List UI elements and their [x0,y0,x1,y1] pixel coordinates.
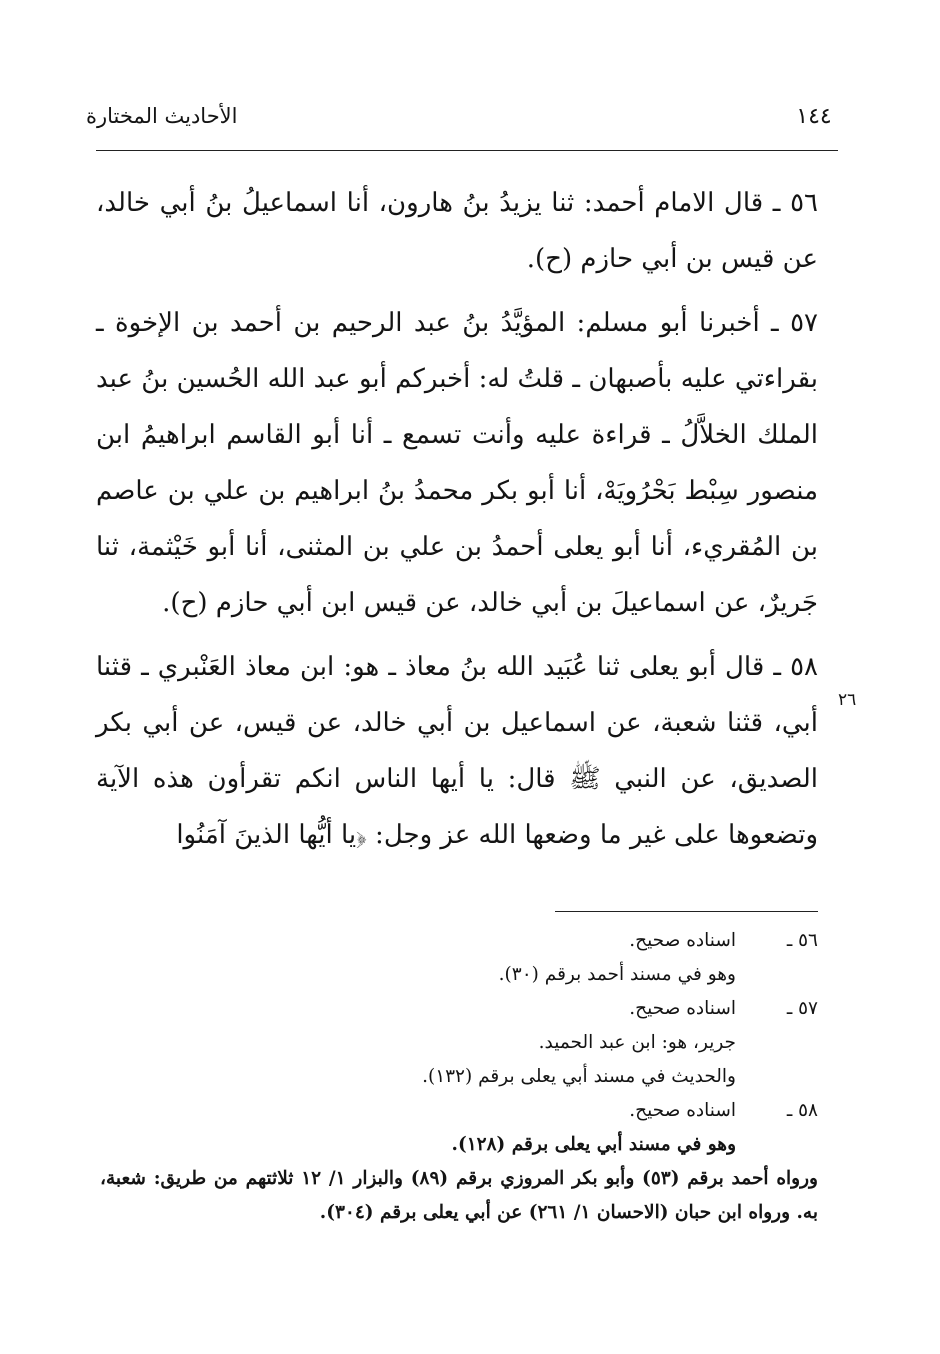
margin-note: ٢٦ [838,690,857,710]
footnote-line: اسناده صحيح. [629,998,736,1019]
page-number: ١٤٤ [796,104,832,129]
footnote-line: وهو في مسند أحمد برقم (٣٠). [498,964,736,985]
footnote-line: وهو في مسند أبي يعلى برقم (١٢٨). [451,1134,736,1155]
paragraph-58: ٥٨ ـ قال أبو يعلى ثنا عُبَيد الله بنُ معاذ ـ هو: ابن معاذ العَنْبري ـ قثنا أبي، قثنا شعبة، عن اسماعيل بن أبي خالد، عن قيس، عن أبي بكر الصديق، عن النبي ﷺ قال: يا أيها الناس انكم تقرأون هذه الآية وتضعوها على غير ما وضعها الله عز وجل: ﴿يا أيُّها الذينَ آمَنُوا [96,652,818,850]
footnotes [100,924,818,1230]
footnote-58 [100,1094,818,1162]
footnote-number: ٥٧ ـ [786,998,818,1019]
footnote-56 [100,924,818,992]
paragraph-57: ٥٧ ـ أخبرنا أبو مسلم: المؤيَّدُ بنُ عبد الرحيم بن أحمد بن الإخوة ـ بقراءتي عليه بأصبهان ـ قلتُ له: أخبركم أبو عبد الله الحُسين بنُ عبد الملك الخلاَّلُ ـ قراءة عليه وأنت تسمع ـ أنا أبو القاسم ابراهيمُ ابن منصور سِبْط بَحْرُويَهْ، أنا أبو بكر محمدُ بنُ ابراهيم بن علي بن عاصم بن المُقريء، أنا أبو يعلى أحمدُ بن علي بن المثنى، أنا أبو خَيْثمة، ثنا جَريرٌ، عن اسماعيلَ بن أبي خالد، عن قيس ابن أبي حازم (ح). [96,308,818,618]
footnote-line: اسناده صحيح. [629,1100,736,1121]
paragraph-56: ٥٦ ـ قال الامام أحمد: ثنا يزيدُ بنُ هارون، أنا اسماعيلُ بنُ أبي خالد، عن قيس بن أبي حازم (ح). [96,188,818,274]
footnote-continuation: ورواه أحمد برقم (٥٣) وأبو بكر المروزي برقم (٨٩) والبزار ١/ ١٢ ثلاثتهم من طريق: شعبة، به. ورواه ابن حبان (الاحسان ١/ ٢٦١) عن أبي يعلى برقم (٣٠٤). [100,1168,818,1223]
footnote-rule [555,911,818,912]
running-title: الأحاديث المختارة [86,104,238,128]
footnote-line: جرير، هو: ابن عبد الحميد. [538,1032,736,1053]
body-text [96,175,818,863]
footnote-57 [100,992,818,1094]
footnote-line: والحديث في مسند أبي يعلى برقم (١٣٢). [422,1066,736,1087]
footnote-number: ٥٦ ـ [786,930,818,951]
footnote-line: اسناده صحيح. [629,930,736,951]
footnote-number: ٥٨ ـ [786,1100,818,1121]
header-rule [96,150,838,151]
